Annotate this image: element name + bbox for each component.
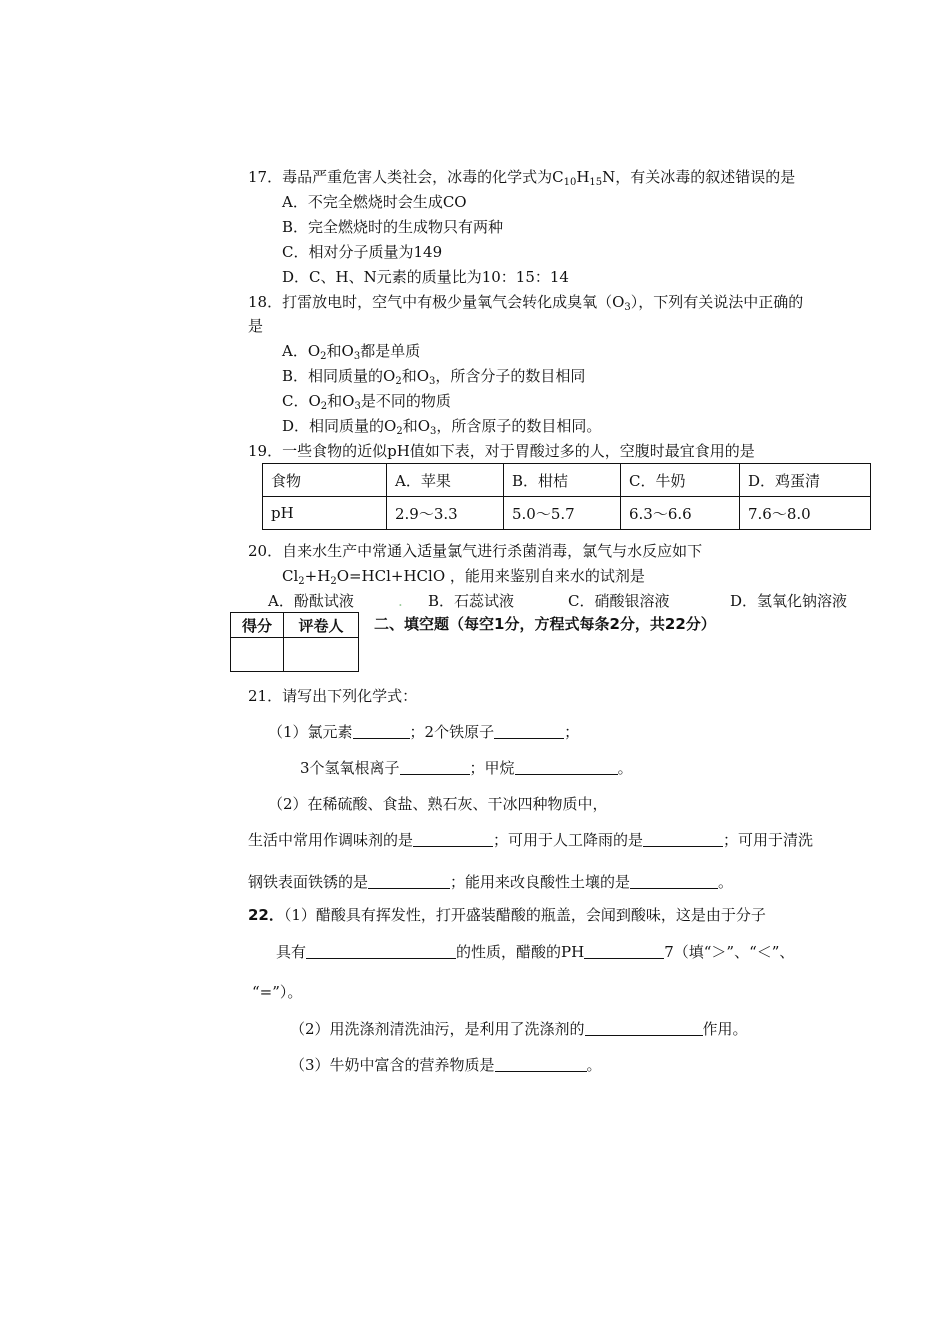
ph-table-cell: 5.0～5.7 (504, 497, 621, 530)
answer-blank[interactable] (515, 759, 618, 775)
q20-option-c: C．硝酸银溶液 (568, 592, 670, 610)
q20-stem: 20．自来水生产中常通入适量氯气进行杀菌消毒，氯气与水反应如下 (248, 542, 703, 560)
ph-table-row (263, 497, 871, 530)
grader-cell (284, 638, 359, 672)
ph-table-cell: 2.9～3.3 (387, 497, 504, 530)
ph-table-cell: 7.6～8.0 (740, 497, 871, 530)
answer-blank[interactable] (630, 873, 718, 889)
answer-blank[interactable] (643, 831, 723, 847)
q17-stem: 17．毒品严重危害人类社会，冰毒的化学式为$C_{10}H_{15}N$，有关冰毒的叙述错误的是 (248, 168, 796, 188)
q21-part1-line1: （1）氯元素 ；2个铁原子 ； (268, 723, 580, 741)
q22-part1-line1: 22．（1）醋酸具有挥发性，打开盛装醋酸的瓶盖，会闻到酸味，这是由于分子 (248, 906, 766, 924)
q21-part2-intro: （2）在稀硫酸、食盐、熟石灰、干冰四种物质中， (268, 795, 608, 813)
q18-stem: 18．打雷放电时，空气中有极少量氧气会转化成臭氧$(O_3)$，下列有关说法中正确的 (248, 293, 804, 313)
grader-label: 评卷人 (284, 613, 359, 638)
q22-part2: （2）用洗涤剂清洗油污，是利用了洗涤剂的 作用。 (290, 1020, 748, 1038)
q22-part3: （3）牛奶中富含的营养物质是 。 (290, 1056, 602, 1074)
ph-table-cell: 食物 (263, 464, 387, 497)
q20-option-d: D．氢氧化钠溶液 (730, 592, 848, 610)
ph-table-cell: pH (263, 497, 387, 530)
q20-option-b: B．石蕊试液 (428, 592, 515, 610)
ph-table-cell: D．鸡蛋清 (740, 464, 871, 497)
ph-table-cell: B．柑桔 (504, 464, 621, 497)
q17-option-b: B．完全燃烧时的生成物只有两种 (282, 218, 504, 236)
q18-option-b: B．相同质量的$O_2$和$O_3$，所含分子的数目相同 (282, 367, 586, 387)
ph-table (262, 463, 871, 530)
q18-option-c: C．$O_2$和$O_3$是不同的物质 (282, 392, 451, 412)
q20-equation: $Cl_2+H_2O=HCl+HClO$ ，能用来鉴别自来水的试剂是 (282, 567, 645, 587)
score-label: 得分 (231, 613, 284, 638)
q17-option-c: C．相对分子质量为149 (282, 243, 443, 261)
q21-part2-line1: 生活中常用作调味剂的是 ；可用于人工降雨的是 ；可用于清洗 (248, 831, 814, 849)
q22-part1-line2: 具有 的性质，醋酸的PH 7（填“＞”、“＜”、 (276, 943, 795, 961)
ph-table-cell: C．牛奶 (621, 464, 740, 497)
answer-blank[interactable] (495, 1056, 587, 1072)
ph-table-cell: 6.3～6.6 (621, 497, 740, 530)
answer-blank[interactable] (413, 831, 493, 847)
ph-table-cell: A．苹果 (387, 464, 504, 497)
answer-blank[interactable] (368, 873, 450, 889)
answer-blank[interactable] (584, 943, 664, 959)
q18-stem-line2: 是 (248, 317, 264, 335)
ph-table-header-row (263, 464, 871, 497)
q21-part2-line2: 钢铁表面铁锈的是 ；能用来改良酸性土壤的是 。 (248, 873, 734, 891)
q19-stem: 19．一些食物的近似pH值如下表，对于胃酸过多的人，空腹时最宜食用的是 (248, 442, 755, 460)
score-cell (231, 638, 284, 672)
answer-blank[interactable] (585, 1020, 703, 1036)
q20-option-a: A．酚酞试液 (268, 592, 354, 610)
q17-option-d: D．C、H、N元素的质量比为10：15：14 (282, 268, 569, 286)
q18-option-a: A．$O_2$和$O_3$都是单质 (282, 342, 421, 362)
q21-part1-line2: 3个氢氧根离子 ；甲烷 。 (300, 759, 633, 777)
answer-blank[interactable] (400, 759, 470, 775)
q22-part1-line3: “=”）。 (252, 983, 303, 1001)
section-title: 二、填空题（每空1分，方程式每条2分，共22分） (374, 615, 716, 633)
answer-blank[interactable] (494, 723, 564, 739)
q17-option-a: A．不完全燃烧时会生成CO (282, 193, 467, 211)
answer-blank[interactable] (306, 943, 456, 959)
q18-option-d: D．相同质量的$O_2$和$O_3$，所含原子的数目相同。 (282, 417, 602, 437)
score-box (230, 612, 359, 672)
stray-dot: . (398, 592, 403, 610)
q21-stem: 21．请写出下列化学式： (248, 687, 418, 705)
answer-blank[interactable] (353, 723, 410, 739)
